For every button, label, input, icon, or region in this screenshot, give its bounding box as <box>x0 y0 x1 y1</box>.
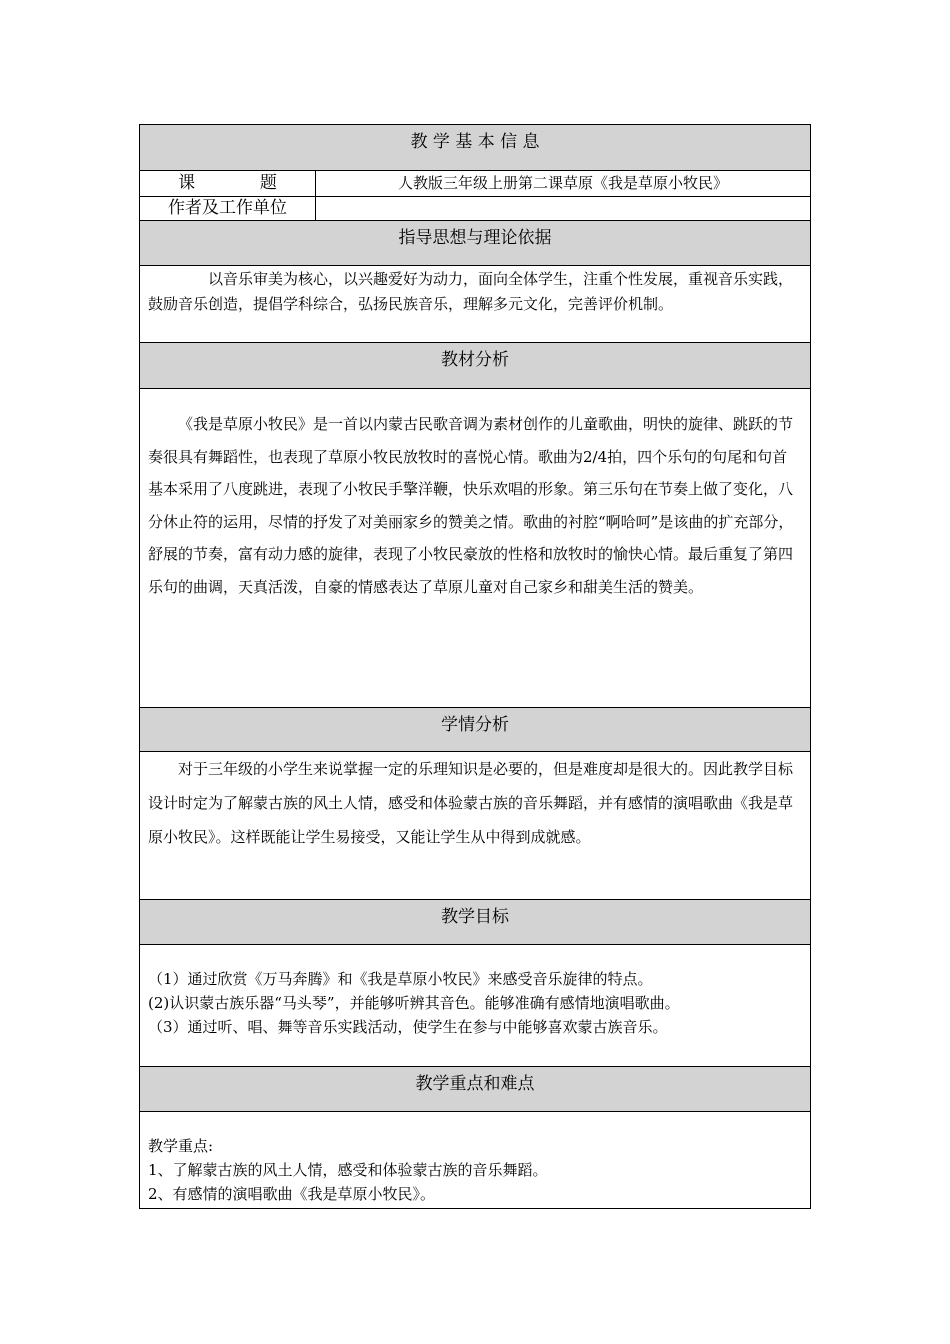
objectives-title: 教学目标 <box>441 907 509 927</box>
guiding-content <box>139 265 811 342</box>
author-label: 作者及工作单位 <box>140 197 316 220</box>
basic-info-header <box>139 124 811 170</box>
students-title: 学情分析 <box>441 715 509 735</box>
material-title: 教材分析 <box>441 350 509 370</box>
objectives-content <box>139 944 811 1066</box>
students-content <box>139 751 811 899</box>
students-text: 对于三年级的小学生来说掌握一定的乐理知识是必要的，但是难度却是很大的。因此教学目标设计时定为了解蒙古族的风土人情，感受和体验蒙古族的音乐舞蹈，并有感情的演唱歌曲《我是草原小牧民》。这样既能让学生易接受，又能让学生从中得到成就感。 <box>148 760 794 846</box>
guiding-header <box>139 220 811 265</box>
key-points-header <box>139 1066 811 1111</box>
author-row <box>139 196 811 220</box>
lesson-plan-table <box>139 124 811 1209</box>
objective-item-2: (2)认识蒙古族乐器“马头琴”，并能够听辨其音色。能够准确有感情地演唱歌曲。 <box>148 994 680 1012</box>
author-value <box>316 197 810 220</box>
students-header <box>139 707 811 751</box>
objective-item-1: （1）通过欣赏《万马奔腾》和《我是草原小牧民》来感受音乐旋律的特点。 <box>148 970 653 988</box>
basic-info-title: 教 学 基 本 信 息 <box>410 132 540 152</box>
objective-item-3: （3）通过听、唱、舞等音乐实践活动，使学生在参与中能够喜欢蒙古族音乐。 <box>148 1018 668 1036</box>
topic-row <box>139 170 811 196</box>
material-content <box>139 388 811 707</box>
guiding-title: 指导思想与理论依据 <box>398 228 552 248</box>
guiding-text: 以音乐审美为核心，以兴趣爱好为动力，面向全体学生，注重个性发展，重视音乐实践，鼓励音乐创造，提倡学科综合，弘扬民族音乐，理解多元文化，完善评价机制。 <box>148 270 794 313</box>
key-points-content <box>139 1111 811 1209</box>
key-point-item-2: 2、有感情的演唱歌曲《我是草原小牧民》。 <box>148 1185 436 1203</box>
key-points-subtitle: 教学重点: <box>148 1137 214 1155</box>
key-point-item-1: 1、了解蒙古族的风土人情，感受和体验蒙古族的音乐舞蹈。 <box>148 1161 548 1179</box>
topic-value: 人教版三年级上册第二课草原《我是草原小牧民》 <box>397 174 728 192</box>
topic-label: 课 题 <box>140 171 316 196</box>
material-header <box>139 342 811 388</box>
key-points-title: 教学重点和难点 <box>415 1074 535 1094</box>
material-text: 《我是草原小牧民》是一首以内蒙古民歌音调为素材创作的儿童歌曲，明快的旋律、跳跃的节奏很具有舞蹈性，也表现了草原小牧民放牧时的喜悦心情。歌曲为2/4拍，四个乐句的句尾和句首基本采用了八度跳进，表现了小牧民手擎洋鞭，快乐欢唱的形象。第三乐句在节奏上做了变化，八分休止符的运用，尽情的抒发了对美丽家乡的赞美之情。歌曲的衬腔“啊哈呵”是该曲的扩充部分，舒展的节奏，富有动力感的旋律，表现了小牧民豪放的性格和放牧时的愉快心情。最后重复了第四乐句的曲调，天真活泼，自豪的情感表达了草原儿童对自己家乡和甜美生活的赞美。 <box>148 415 794 596</box>
objectives-header <box>139 899 811 944</box>
